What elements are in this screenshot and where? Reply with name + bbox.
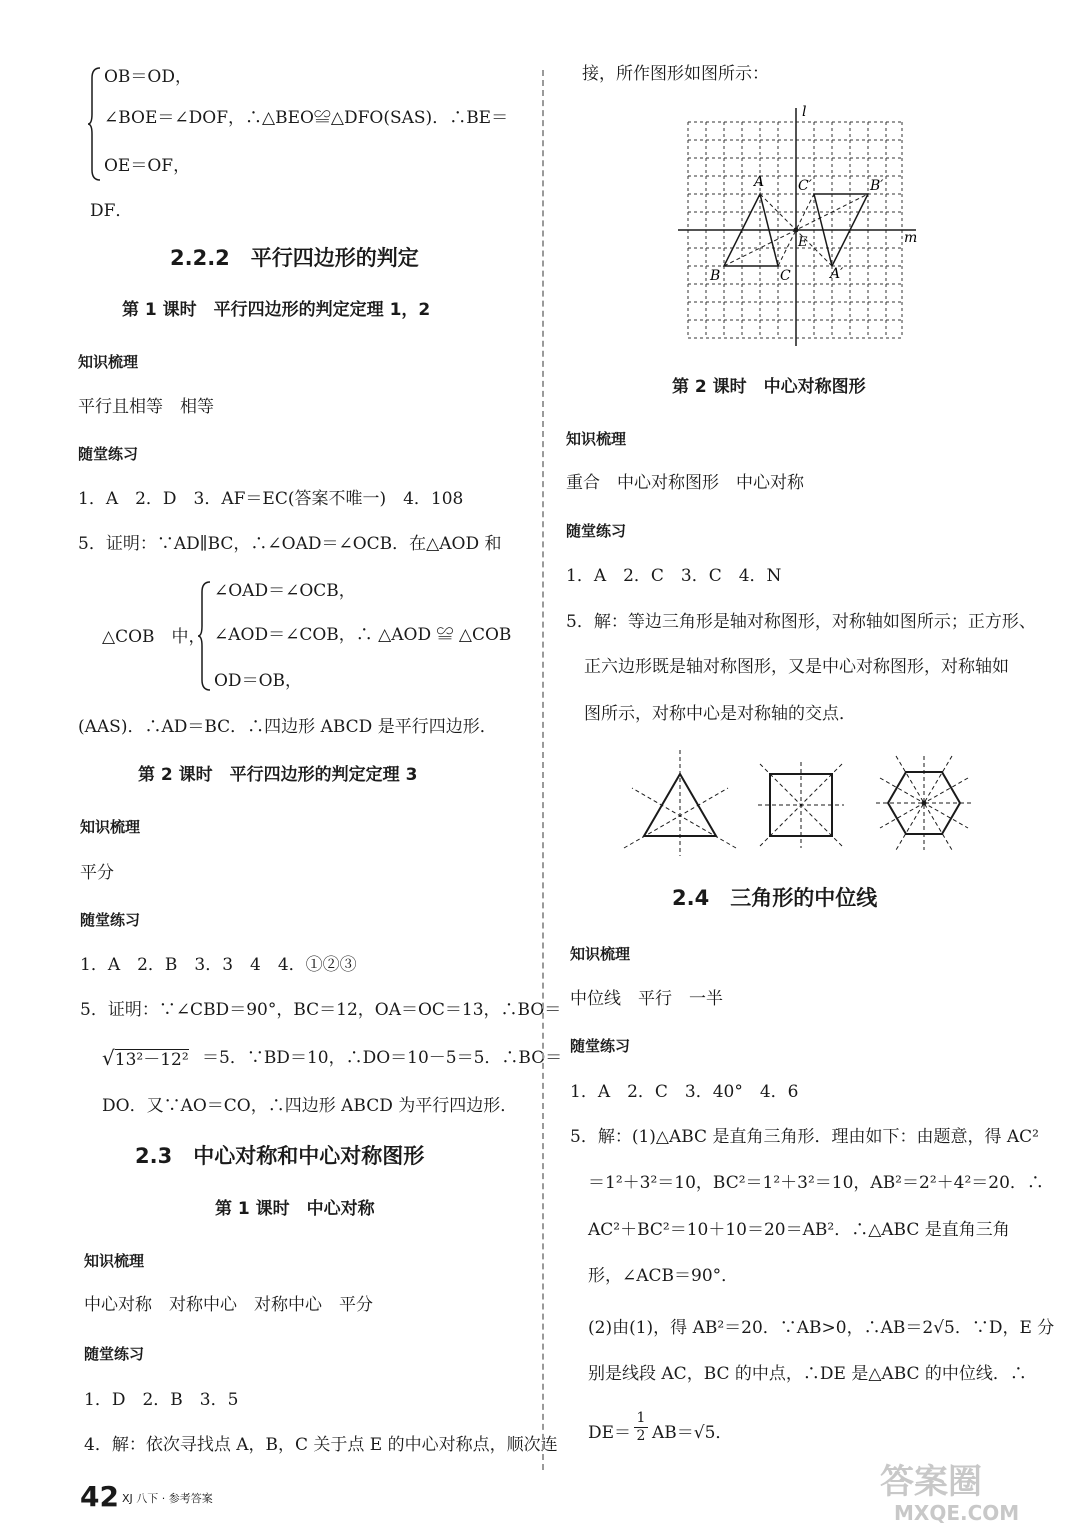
symmetry-shapes-figure xyxy=(620,744,990,862)
practice-5-q5-line-5: (2)由(1)，得 AB²＝20．∵AB>0，∴AB＝2√5．∵D，E 分 xyxy=(588,1318,1055,1338)
page-number: 42 xyxy=(80,1480,119,1513)
brace-2-line-3: OD＝OB， xyxy=(214,671,302,691)
label-l: l xyxy=(802,104,807,120)
practice-1-q5-line-1: 5．证明：∵AD∥BC，∴∠OAD＝∠OCB．在△AOD 和 xyxy=(78,534,502,554)
fraction-numerator: 1 xyxy=(634,1410,648,1428)
square-figure xyxy=(758,762,844,848)
practice-answers-3: 1．D 2．B 3．5 xyxy=(84,1390,239,1410)
label-c: C xyxy=(780,268,791,284)
practice-4-q5-line-1: 5．解：等边三角形是轴对称图形，对称轴如图所示；正方形、 xyxy=(566,612,1036,632)
knowledge-label-5: 知识梳理 xyxy=(570,945,631,963)
watermark-bottom: MXQE.COM xyxy=(894,1501,1020,1525)
practice-label-3: 随堂练习 xyxy=(84,1345,145,1363)
practice-label-4: 随堂练习 xyxy=(566,522,627,540)
knowledge-text-5: 中位线 平行 一半 xyxy=(570,989,723,1009)
practice-2-q5-line-2: ＝5．∵BD＝10，∴DO＝10－5＝5．∴BO＝ xyxy=(202,1048,563,1068)
footer-text: XJ 八下 · 参考答案 xyxy=(122,1492,213,1505)
fraction-denominator: 2 xyxy=(636,1428,646,1444)
fraction xyxy=(634,1410,648,1445)
brace-2-line-1: ∠OAD＝∠OCB， xyxy=(214,581,356,601)
brace-1-line-2: ∠BOE＝∠DOF，∴△BEO≌△DFO(SAS)．∴BE＝ xyxy=(104,108,509,128)
section-2-3-title: 2.3 中心对称和中心对称图形 xyxy=(135,1144,425,1168)
practice-5-q5-last-a: DE＝ xyxy=(588,1423,632,1443)
label-b-prime: B′ xyxy=(870,178,884,194)
column-divider xyxy=(542,70,544,1470)
practice-label-5: 随堂练习 xyxy=(570,1037,631,1055)
practice-answers-2: 1．A 2．B 3．3 4 4．①②③ xyxy=(80,955,357,975)
brace-2 xyxy=(198,580,212,692)
label-a-prime: A′ xyxy=(830,266,844,282)
label-m: m xyxy=(904,230,918,246)
practice-5-q5-line-6: 别是线段 AC，BC 的中点，∴DE 是△ABC 的中位线．∴ xyxy=(588,1364,1027,1384)
brace-1-line-3: OE＝OF， xyxy=(104,156,191,176)
practice-4-q5-line-3: 图所示，对称中心是对称轴的交点． xyxy=(584,704,856,724)
sqrt-sign: √ xyxy=(102,1046,115,1070)
continuation-text: 接，所作图形如图所示： xyxy=(582,64,769,84)
watermark-top: 答案圈 xyxy=(880,1462,982,1502)
knowledge-text-1: 平行且相等 相等 xyxy=(78,397,214,417)
practice-1-q5-cob: △COB 中， xyxy=(102,627,206,647)
practice-5-q5-last-b: AB＝√5． xyxy=(652,1423,733,1443)
practice-5-q5-line-4: 形，∠ACB＝90°． xyxy=(588,1266,739,1286)
lesson-4-title: 第 2 课时 中心对称图形 xyxy=(672,377,866,397)
practice-5-q5-line-1: 5．解：(1)△ABC 是直角三角形．理由如下：由题意，得 AC² xyxy=(570,1127,1039,1147)
practice-label-2: 随堂练习 xyxy=(80,911,141,929)
label-e: E xyxy=(798,235,808,250)
lesson-3-title: 第 1 课时 中心对称 xyxy=(215,1199,375,1219)
section-2-4-title: 2.4 三角形的中位线 xyxy=(672,886,878,910)
label-b: B xyxy=(710,268,721,284)
lesson-1-title: 第 1 课时 平行四边形的判定定理 1，2 xyxy=(122,300,431,320)
knowledge-label-1: 知识梳理 xyxy=(78,353,139,371)
practice-5-q5-line-3: AC²＋BC²＝10＋10＝20＝AB²．∴△ABC 是直角三角 xyxy=(588,1220,1010,1240)
practice-answers-1: 1．A 2．D 3．AF＝EC(答案不唯一) 4．108 xyxy=(78,489,464,509)
grid-figure xyxy=(670,102,926,348)
label-a: A xyxy=(754,174,765,190)
knowledge-text-4: 重合 中心对称图形 中心对称 xyxy=(566,473,804,493)
practice-answers-4: 1．A 2．C 3．C 4．N xyxy=(566,566,782,586)
practice-4-q5-line-2: 正六边形既是轴对称图形，又是中心对称图形，对称轴如 xyxy=(584,657,1009,677)
practice-label-1: 随堂练习 xyxy=(78,445,139,463)
hexagon-figure xyxy=(876,756,972,850)
knowledge-label-2: 知识梳理 xyxy=(80,818,141,836)
knowledge-text-3: 中心对称 对称中心 对称中心 平分 xyxy=(84,1295,373,1315)
practice-2-q5-line-3: DO．又∵AO＝CO，∴四边形 ABCD 为平行四边形． xyxy=(102,1096,518,1116)
practice-1-q5-end: (AAS)．∴AD＝BC．∴四边形 ABCD 是平行四边形． xyxy=(78,717,497,737)
brace-1 xyxy=(88,66,102,182)
watermark xyxy=(880,1462,1019,1524)
triangle-figure xyxy=(624,750,736,856)
brace-1-tail: DF． xyxy=(90,201,133,221)
brace-2-line-2: ∠AOD＝∠COB，∴ △AOD ≌ △COB xyxy=(214,625,512,645)
label-c-prime: C′ xyxy=(798,178,812,194)
practice-answers-5: 1．A 2．C 3．40° 4．6 xyxy=(570,1082,799,1102)
knowledge-label-3: 知识梳理 xyxy=(84,1252,145,1270)
brace-1-line-1: OB＝OD， xyxy=(104,67,192,87)
knowledge-text-2: 平分 xyxy=(80,863,114,883)
lesson-2-title: 第 2 课时 平行四边形的判定定理 3 xyxy=(138,765,418,785)
practice-3-q4: 4．解：依次寻找点 A，B，C 关于点 E 的中心对称点，顺次连 xyxy=(84,1435,558,1455)
sqrt-expression xyxy=(102,1047,189,1071)
point-e xyxy=(794,228,799,233)
sqrt-radicand: 13²－12² xyxy=(114,1050,189,1070)
practice-5-q5-line-2: ＝1²＋3²＝10，BC²＝1²＋3²＝10，AB²＝2²＋4²＝20．∴ xyxy=(588,1173,1044,1193)
section-2-2-2-title: 2.2.2 平行四边形的判定 xyxy=(170,246,419,270)
knowledge-label-4: 知识梳理 xyxy=(566,430,627,448)
practice-2-q5-line-1: 5．证明：∵∠CBD＝90°，BC＝12，OA＝OC＝13，∴BO＝ xyxy=(80,1000,562,1020)
